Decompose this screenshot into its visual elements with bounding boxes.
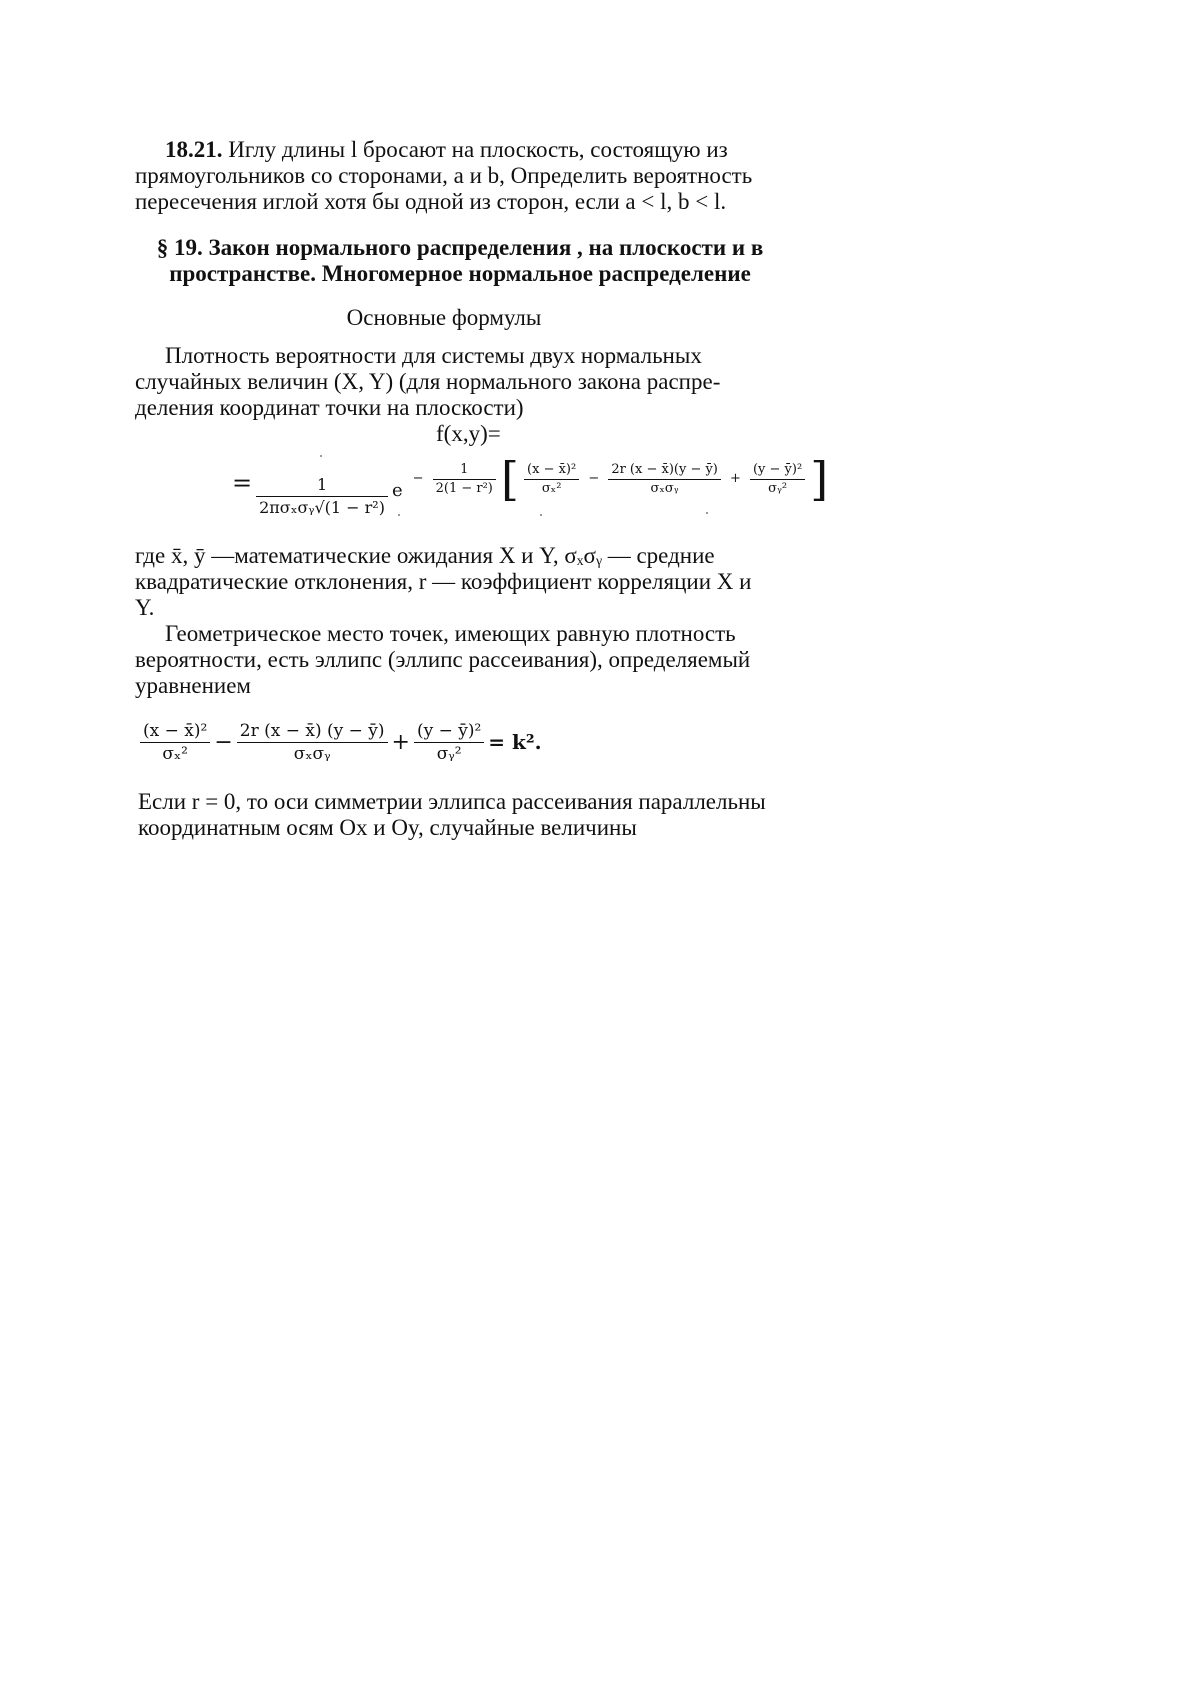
formula2-term1 bbox=[140, 721, 210, 764]
formula2-t2-den: σₓσᵧ bbox=[293, 743, 331, 764]
formula1-term3 bbox=[750, 462, 805, 497]
ellipse-line-3: уравнением bbox=[135, 673, 251, 698]
formula1-t3-num: (y − ȳ)² bbox=[750, 462, 805, 480]
formula1-coef-num: 1 bbox=[256, 475, 388, 497]
formula1-equals: = bbox=[232, 469, 253, 497]
formula1-t1-den: σₓ² bbox=[541, 480, 562, 496]
density-line-3: деления координат точки на плоскости) bbox=[135, 395, 524, 420]
where-line-1: где x̄, ȳ —математические ожидания X и Y, σₓσᵧ — средние bbox=[135, 543, 715, 568]
final-line-1: Если r = 0, то оси симметрии эллипса рассеивания параллельны bbox=[138, 789, 766, 814]
problem-line-2: прямоугольников со сторонами, a и b, Определить вероятность bbox=[135, 163, 753, 188]
formula2-t2-num: 2r (x − x̄) (y − ȳ) bbox=[237, 721, 388, 743]
formula1-coefficient bbox=[256, 475, 388, 518]
problem-line-1 bbox=[165, 136, 728, 164]
formula1-t3-den: σᵧ² bbox=[768, 480, 788, 496]
problem-line-3: пересечения иглой хотя бы одной из сторон, если a < l, b < l. bbox=[135, 189, 727, 214]
formula2-term2 bbox=[237, 721, 388, 764]
formula1-term1 bbox=[524, 462, 579, 497]
formula2-term3 bbox=[414, 721, 484, 764]
section-title-line-1: § 19. Закон нормального распределения , на плоскости и в bbox=[156, 235, 764, 260]
density-formula bbox=[228, 446, 828, 520]
scan-speck bbox=[398, 514, 400, 516]
formula2-t1-den: σₓ² bbox=[162, 743, 188, 764]
formula2-op-plus: + bbox=[391, 729, 410, 755]
formula1-t2-num: 2r (x − x̄)(y − ȳ) bbox=[608, 462, 721, 480]
formula1-exp-minus: − bbox=[412, 471, 424, 486]
scan-speck bbox=[540, 514, 542, 516]
formula2-t1-num: (x − x̄)² bbox=[140, 721, 210, 743]
formula1-right-bracket: ] bbox=[810, 452, 829, 506]
where-line-3: Y. bbox=[135, 595, 155, 620]
formula1-exp-coef-den: 2(1 − r²) bbox=[435, 480, 493, 496]
section-title-line-2: пространстве. Многомерное нормальное распределение bbox=[169, 261, 751, 286]
section-subtitle: Основные формулы bbox=[346, 305, 542, 330]
density-line-1: Плотность вероятности для системы двух нормальных bbox=[165, 343, 702, 368]
ellipse-line-2: вероятности, есть эллипс (эллипс рассеивания), определяемый bbox=[135, 647, 751, 672]
formula2-t3-den: σᵧ² bbox=[436, 743, 462, 764]
formula1-left-bracket: [ bbox=[500, 452, 519, 506]
formula1-exponent bbox=[409, 452, 829, 506]
ellipse-line-1: Геометрическое место точек, имеющих равную плотность bbox=[165, 621, 736, 646]
scan-speck bbox=[706, 512, 708, 514]
formula1-exp-coef-num: 1 bbox=[433, 462, 496, 480]
formula1-base: e bbox=[391, 479, 403, 501]
problem-number: 18.21. bbox=[165, 137, 223, 162]
formula1-exp-coef bbox=[433, 462, 496, 497]
formula1-lhs: f(x,y)= bbox=[436, 421, 501, 446]
formula2-t3-num: (y − ȳ)² bbox=[414, 721, 484, 743]
where-line-2: квадратические отклонения, r — коэффициент корреляции X и bbox=[135, 569, 752, 594]
formula2-rhs: = k². bbox=[488, 730, 542, 754]
formula1-op-plus: + bbox=[729, 471, 741, 486]
formula1-op-minus: − bbox=[588, 471, 600, 486]
final-line-2: координатным осям Ox и Oy, случайные величины bbox=[138, 815, 637, 840]
scan-speck bbox=[320, 455, 322, 457]
formula1-term2 bbox=[608, 462, 721, 497]
formula1-coef-den: 2πσₓσᵧ√(1 − r²) bbox=[259, 497, 385, 517]
density-line-2: случайных величин (X, Y) (для нормального закона распре- bbox=[135, 369, 721, 394]
formula1-t2-den: σₓσᵧ bbox=[650, 480, 679, 496]
problem-text-1: Иглу длины l бросают на плоскость, состоящую из bbox=[228, 137, 728, 162]
formula1-t1-num: (x − x̄)² bbox=[524, 462, 579, 480]
ellipse-formula bbox=[140, 712, 546, 772]
formula2-op-minus: − bbox=[214, 729, 233, 755]
